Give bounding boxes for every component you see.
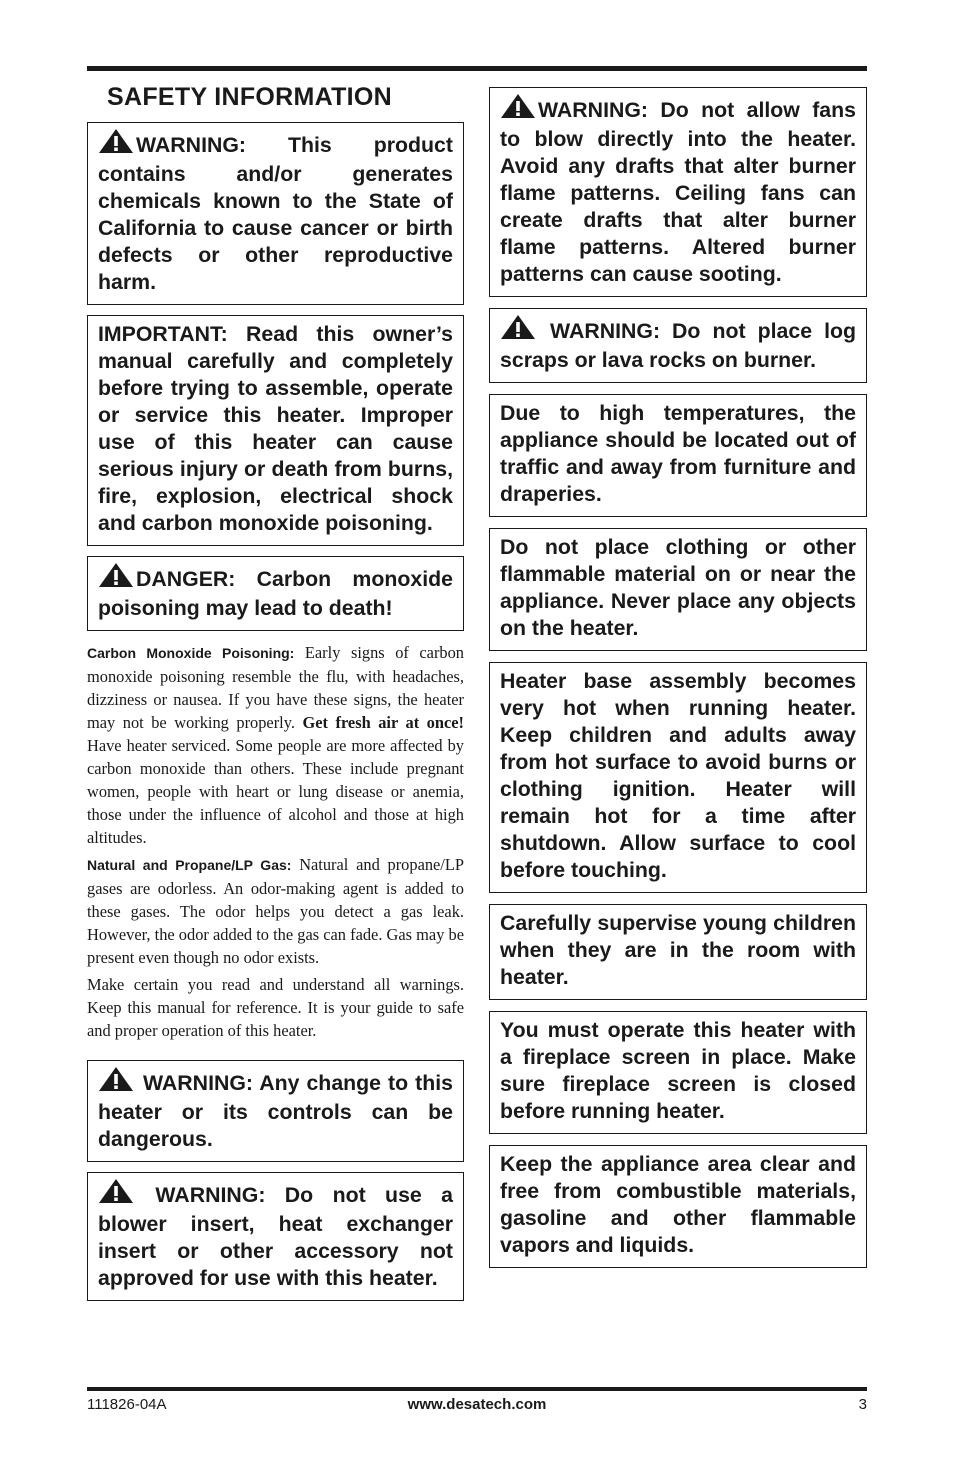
co-heading: Carbon Monoxide Poisoning: xyxy=(87,645,295,661)
co-paragraph xyxy=(87,641,464,849)
bottom-rule xyxy=(87,1387,867,1391)
gas-text: Natural and propane/LP gases are odorless. An odor-making agent is added to these gases. The odor helps you detect a gas leak. However, the odor added to the gas can fade. Gas may be present even though no odor exists. xyxy=(87,855,464,967)
danger-box xyxy=(87,556,464,631)
part-number: 111826-04A xyxy=(87,1396,167,1413)
screen-text: You must operate this heater with a fireplace screen in place. Make sure fireplace screen is closed before running heater. xyxy=(500,1018,856,1123)
gas-heading: Natural and Propane/LP Gas: xyxy=(87,857,292,873)
website-link[interactable]: www.desatech.com xyxy=(407,1396,547,1413)
left-column xyxy=(87,80,464,1301)
warning-prop65-text: WARNING: This product contains and/or generates chemicals known to the State of California to cause cancer or birth defects or other reproductive harm. xyxy=(98,133,453,294)
warning-triangle-icon xyxy=(98,1066,134,1099)
co-bold: Get fresh air at once! xyxy=(302,713,464,732)
important-box xyxy=(87,315,464,546)
base-hot-text: Heater base assembly becomes very hot when running heater. Keep children and adults away from hot surface to avoid burns or clothing ignition. Heater will remain hot for a time after shutdown. Allow surface to cool before touching. xyxy=(500,669,856,882)
right-column xyxy=(489,87,867,1268)
gas-paragraph xyxy=(87,853,464,969)
co-text-1: Early signs of carbon monoxide poisoning resemble the flu, with headaches, dizziness or nausea. If you have these signs, the heater may not be working properly. xyxy=(87,643,464,732)
warning-triangle-icon xyxy=(98,1178,134,1211)
warning-logs-text: WARNING: Do not place log scraps or lava rocks on burner. xyxy=(500,319,856,372)
co-text-2: Have heater serviced. Some people are more affected by carbon monoxide than others. These include pregnant women, people with heart or lung disease or anemia, those under the influence of alcohol and those at high altitudes. xyxy=(87,736,464,847)
clothing-box xyxy=(489,528,867,651)
supervise-text: Carefully supervise young children when they are in the room with heater. xyxy=(500,911,856,989)
top-rule xyxy=(87,66,867,71)
screen-box xyxy=(489,1011,867,1134)
base-hot-box xyxy=(489,662,867,893)
warning-triangle-icon xyxy=(98,128,134,161)
warning-triangle-icon xyxy=(98,562,134,595)
warning-blower-text: WARNING: Do not use a blower insert, heat exchanger insert or other accessory not approved for use with this heater. xyxy=(98,1183,453,1290)
warning-triangle-icon xyxy=(500,93,536,126)
warning-fans-box xyxy=(489,87,867,297)
warning-change-box xyxy=(87,1060,464,1162)
clothing-text: Do not place clothing or other flammable material on or near the appliance. Never place any objects on the heater. xyxy=(500,535,856,640)
clear-area-box xyxy=(489,1145,867,1268)
read-paragraph: Make certain you read and understand all warnings. Keep this manual for reference. It is your guide to safe and proper operation of this heater. xyxy=(87,975,464,1040)
supervise-box xyxy=(489,904,867,1000)
temperatures-box xyxy=(489,394,867,517)
warning-change-text: WARNING: Any change to this heater or its controls can be dangerous. xyxy=(98,1071,453,1151)
warning-triangle-icon xyxy=(500,314,536,347)
important-text: IMPORTANT: Read this owner’s manual carefully and completely before trying to assemble, operate or service this heater. Improper use of this heater can cause serious injury or death from burns, fire, explosion, electrical shock and carbon monoxide poisoning. xyxy=(98,322,453,535)
clear-area-text: Keep the appliance area clear and free from combustible materials, gasoline and other flammable vapors and liquids. xyxy=(500,1152,856,1257)
page-number: 3 xyxy=(858,1396,867,1413)
warning-blower-box xyxy=(87,1172,464,1301)
warning-fans-text: WARNING: Do not allow fans to blow directly into the heater. Avoid any drafts that alter burner flame patterns. Ceiling fans can create drafts that alter burner flame patterns. Altered burner patterns can cause sooting. xyxy=(500,98,856,286)
warning-prop65-box xyxy=(87,122,464,305)
warning-logs-box xyxy=(489,308,867,383)
temperatures-text: Due to high temperatures, the appliance should be located out of traffic and away from furniture and draperies. xyxy=(500,401,856,506)
section-title: SAFETY INFORMATION xyxy=(107,83,393,111)
danger-text: DANGER: Carbon monoxide poisoning may lead to death! xyxy=(98,567,453,620)
